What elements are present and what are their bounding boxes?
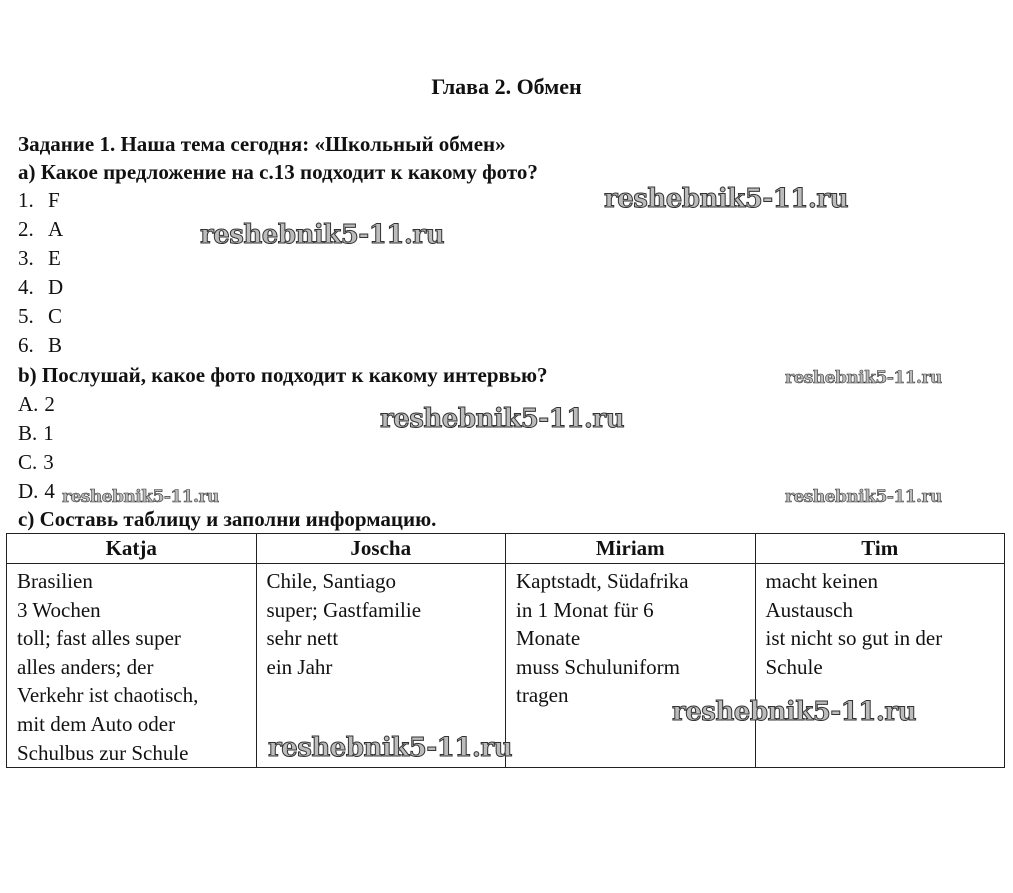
answer-number: 2. — [18, 217, 34, 241]
cell-line: super; Gastfamilie — [266, 597, 422, 622]
cell-line: sehr nett — [266, 626, 339, 651]
cell-katja — [7, 564, 257, 768]
cell-line: Verkehr ist chaotisch, — [17, 683, 199, 708]
watermark: reshebnik5-11.ru — [380, 404, 625, 434]
watermark: reshebnik5-11.ru — [672, 697, 917, 727]
watermark: reshebnik5-11.ru — [785, 487, 942, 507]
cell-line: Kaptstadt, Südafrika — [516, 569, 689, 593]
cell-line: 3 Wochen — [17, 597, 101, 622]
cell-miriam — [506, 564, 756, 768]
answer-value: 1 — [43, 421, 54, 445]
cell-line: muss Schuluniform — [516, 654, 680, 679]
answer-letter: B. — [18, 421, 38, 445]
answer-letter: A. — [18, 392, 39, 416]
watermark: reshebnik5-11.ru — [62, 487, 219, 507]
section-a-heading: а) Какое предложение на с.13 подходит к какому фото? — [18, 160, 538, 184]
section-b-heading: b) Послушай, какое фото подходит к какому интервью? — [18, 363, 548, 387]
answer-item — [18, 302, 63, 331]
answer-number: 4. — [18, 275, 34, 299]
answer-number: 1. — [18, 188, 34, 212]
answer-letter: D. — [18, 479, 39, 503]
answer-value: B — [48, 333, 63, 357]
answer-number: 5. — [18, 304, 34, 328]
task-heading: Задание 1. Наша тема сегодня: «Школьный обмен» — [18, 132, 506, 156]
watermark: reshebnik5-11.ru — [200, 220, 445, 250]
answer-item — [18, 244, 63, 273]
answer-value: 3 — [43, 450, 54, 474]
watermark: reshebnik5-11.ru — [785, 368, 942, 388]
cell-line: Brasilien — [17, 569, 93, 593]
cell-line: Monate — [516, 626, 581, 651]
column-header-miriam: Miriam — [506, 534, 756, 564]
cell-line: Austausch — [765, 597, 853, 622]
answer-number: 3. — [18, 246, 34, 270]
answer-value: 4 — [44, 479, 55, 503]
cell-line: mit dem Auto oder — [17, 711, 176, 736]
cell-tim — [755, 564, 1005, 768]
table-header-row — [7, 534, 1005, 564]
answer-value: D — [48, 275, 64, 299]
section-b-answers — [18, 390, 55, 506]
answer-value: C — [48, 304, 63, 328]
column-header-joscha: Joscha — [256, 534, 506, 564]
answer-item — [18, 273, 63, 302]
cell-line: tragen — [516, 683, 569, 708]
section-a-answers — [18, 186, 63, 360]
cell-line: macht keinen — [765, 569, 879, 593]
answer-item — [18, 331, 63, 360]
section-c-heading: c) Составь таблицу и заполни информацию. — [18, 507, 437, 531]
cell-line: Chile, Santiago — [266, 569, 396, 593]
answer-letter: C. — [18, 450, 38, 474]
answer-item — [18, 390, 55, 419]
answer-item — [18, 448, 55, 477]
answer-item — [18, 215, 63, 244]
answer-value: 2 — [44, 392, 55, 416]
watermark: reshebnik5-11.ru — [604, 184, 849, 214]
answer-value: E — [48, 246, 61, 270]
column-header-tim: Tim — [755, 534, 1005, 564]
watermark: reshebnik5-11.ru — [268, 733, 513, 763]
answer-item — [18, 186, 63, 215]
cell-line: Schulbus zur Schule — [17, 740, 189, 765]
answer-item — [18, 419, 55, 448]
cell-line: in 1 Monat für 6 — [516, 597, 654, 622]
answer-number: 6. — [18, 333, 34, 357]
page-title: Глава 2. Обмен — [431, 74, 582, 99]
cell-line: ein Jahr — [266, 654, 333, 679]
cell-line: Schule — [765, 654, 823, 679]
answer-value: A — [48, 217, 64, 241]
column-header-katja: Katja — [7, 534, 257, 564]
cell-line: toll; fast alles super — [17, 626, 181, 651]
cell-line: ist nicht so gut in der — [765, 626, 943, 651]
answer-item — [18, 477, 55, 506]
answer-value: F — [48, 188, 60, 212]
cell-line: alles anders; der — [17, 654, 154, 679]
